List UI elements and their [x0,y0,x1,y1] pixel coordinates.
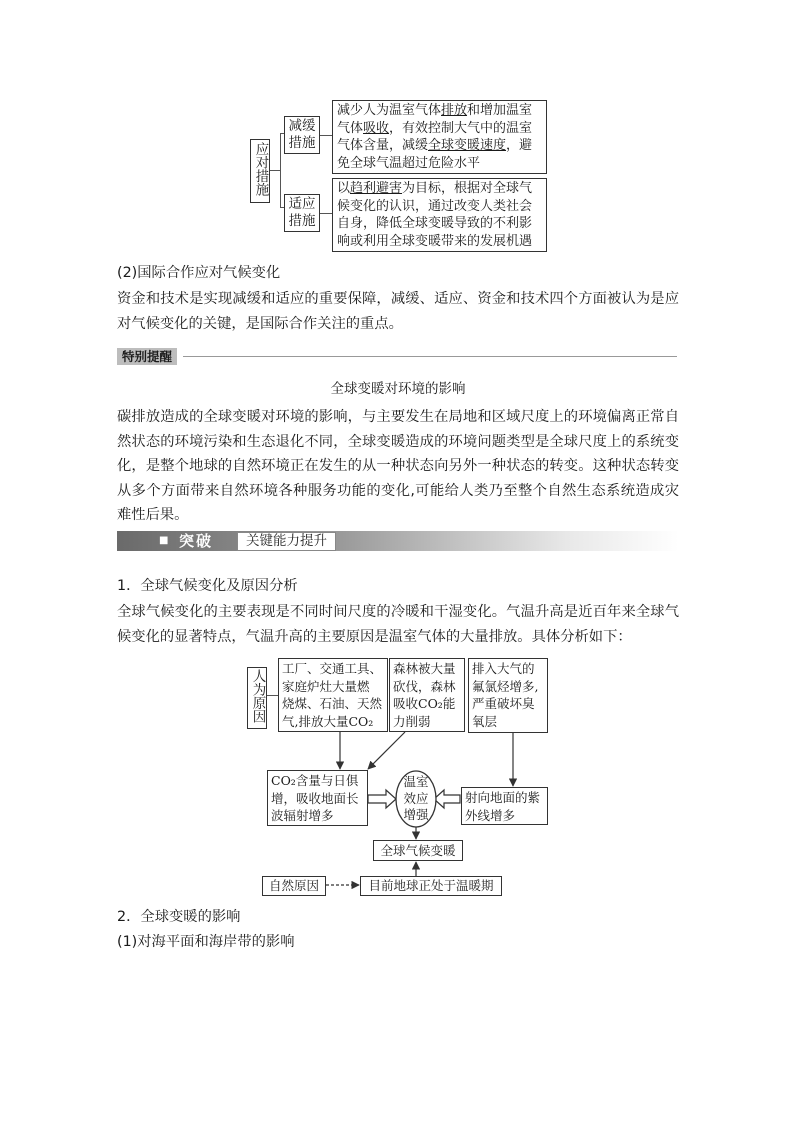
result-label: 全球气候变暖 [380,843,456,858]
item1-heading: 1．全球气候变化及原因分析 [117,578,298,594]
freon-line-1: 排入大气的 [472,661,535,676]
adaptation-label-line2: 措施 [288,213,316,229]
human-cause-box [247,667,267,729]
uv-box [461,787,548,825]
factories-box [278,658,388,732]
co2-line-3: 波辐射增多 [271,808,334,823]
human-cause-label: 人为原因 [249,669,266,723]
factories-line-1: 工厂、交通工具、 [282,661,383,676]
natural-cause-label: 自然原因 [268,878,319,893]
item1-body: 全球气候变化的主要表现是不同时间尺度的冷暖和干湿变化。气温升高是近百年来全球气候变化的显著特点，气温升高的主要原因是温室气体的大量排放。具体分析如下： [117,604,679,645]
adaptation-label-line1: 适应 [288,196,316,212]
warm-period-label: 目前地球正处于温暖期 [368,878,494,893]
adaptation-line-1: 以趋利避害为目标，根据对全球气 [337,181,533,196]
factories-line-2: 家庭炉灶大量燃 [282,678,370,694]
section-2-heading: (2)国际合作应对气候变化 [117,265,281,281]
co2-line-1: CO₂含量与日俱 [271,773,359,788]
forest-box [389,658,465,732]
adaptation-line-3: 自身，降低全球变暖导致的不利影 [337,216,533,231]
mitigation-line-4: 免全球气温超过危险水平 [337,155,481,171]
freon-box [468,658,548,733]
factories-line-4: 气,排放大量CO₂ [282,713,374,729]
tip-body: 碳排放造成的全球变暖对环境的影响，与主要发生在局地和区域尺度上的环境偏离正常自然状态的环境污染和生态退化不同，全球变暖造成的环境问题类型是全球尺度上的系统变化，是整个地球的自然环境正在发生的从一种状态向另外一种状态的转变。这种状态转变从多个方面带来自然环境各种服务功能的变化,可能给人类乃至整个自然生态系统造成灾难性后果。 [117,409,679,523]
root-label: 应对措施 [252,142,269,196]
co2-line-2: 增，吸收地面长 [271,790,359,806]
natural-cause-box [262,876,326,896]
mitigation-line-3: 气体含量，减缓全球变暖速度，避 [337,138,533,153]
greenhouse-label [396,774,436,824]
freon-line-4: 氧层 [472,713,498,729]
freon-line-3: 严重破坏臭 [472,696,535,711]
forest-line-2: 砍伐，森林 [393,678,456,694]
mitigation-label-line1: 减缓 [288,118,316,134]
uv-line-1: 射向地面的紫 [465,790,541,805]
adaptation-line-2: 候变化的认识，通过改变人类社会 [337,198,533,214]
mitigation-line-2: 气体吸收，有效控制大气中的温室 [337,120,533,136]
tip-title: 全球变暖对环境的影响 [330,381,466,397]
item2-heading: 2．全球变暖的影响 [117,909,241,925]
human-cause-connector [267,695,278,696]
factories-line-3: 烧煤、石油、天然 [282,696,383,711]
greenhouse-line-3: 增强 [403,807,429,822]
greenhouse-line-1: 温室 [403,774,429,789]
uv-line-2: 外线增多 [465,807,516,823]
co2-box [267,770,368,826]
greenhouse-line-2: 效应 [403,790,429,806]
result-box [373,840,463,861]
banner-subtitle: 关键能力提升 [237,532,336,551]
tip-label: 特别提醒 [117,348,177,365]
banner-title: 突破 [179,532,214,550]
adaptation-line-4: 响或利用全球变暖带来的发展机遇 [337,233,533,249]
forest-line-1: 森林被大量 [393,661,456,676]
mitigation-label-line2: 措施 [288,135,316,151]
forest-line-4: 力削弱 [393,713,431,729]
banner-marker: ■ [159,535,169,546]
forest-line-3: 吸收CO₂能 [393,696,456,711]
freon-line-2: 氟氯烃增多, [472,678,539,694]
mitigation-line-1: 减少人为温室气体排放和增加温室 [337,103,533,118]
warm-period-box [360,876,502,896]
section-2-body: 资金和技术是实现减缓和适应的重要保障，减缓、适应、资金和技术四个方面被认为是应对气候变化的关键，是国际合作关注的重点。 [117,291,679,332]
item2-sub1: (1)对海平面和海岸带的影响 [117,934,295,950]
